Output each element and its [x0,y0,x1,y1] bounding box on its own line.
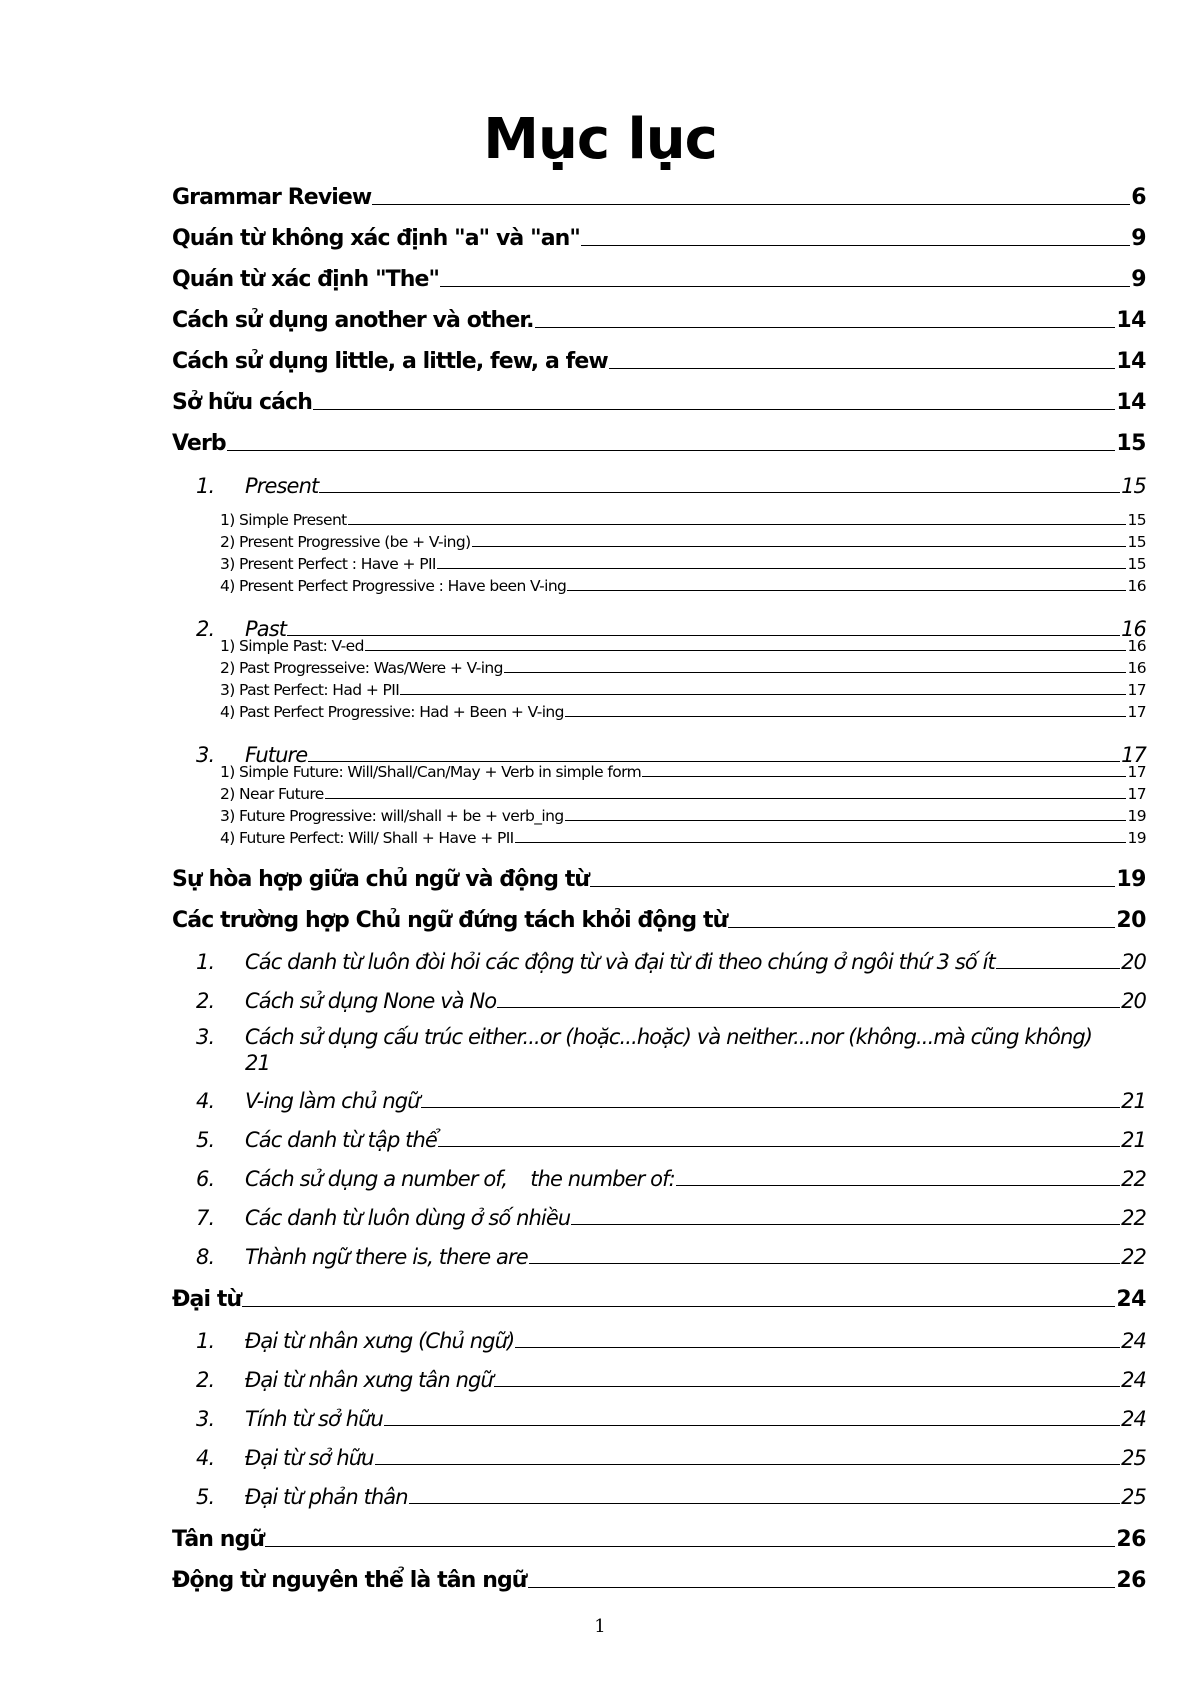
toc-leader-line [567,590,1126,591]
toc-entry-label [196,1245,528,1269]
toc-entry-label [196,1206,570,1230]
toc-entry-index: 3. [196,1025,215,1049]
toc-entry-label: 2) Near Future [220,785,324,803]
toc-entry-text: Cách sử dụng a number of, the number of: [245,1167,675,1191]
toc-subentry-wrapped[interactable] [196,1024,1146,1076]
toc-page-number: 17 [1127,681,1146,699]
toc-leader-line [609,368,1116,369]
toc-page-number: 14 [1116,390,1146,415]
toc-entry-index: 4. [196,1089,215,1113]
toc-entry-index: 1. [196,950,215,974]
toc-subsubentry[interactable] [220,760,1146,781]
toc-subentry[interactable] [196,1321,1146,1353]
toc-entry-label: 1) Simple Past: V-ed [220,637,364,655]
toc-entry[interactable] [172,422,1146,456]
toc-subentry[interactable] [196,1438,1146,1470]
toc-leader-line [409,1503,1120,1504]
toc-leader-line [565,716,1127,717]
toc-page-number: 24 [1121,1368,1146,1392]
toc-entry-label [196,1128,437,1152]
toc-leader-line [590,886,1115,887]
toc-page-number: 19 [1127,829,1146,847]
toc-entry-index: 3. [196,743,215,767]
toc-page-number: 22 [1121,1167,1146,1191]
toc-page-number: 20 [1121,950,1146,974]
toc-page-number: 24 [1116,1287,1146,1312]
toc-title: Mục lục [483,107,717,172]
toc-entry-label: 1) Simple Present [220,511,347,529]
toc-entry-label: Sở hữu cách [172,390,312,415]
toc-entry-label: Động từ nguyên thể là tân ngữ [172,1568,527,1593]
toc-leader-line [325,798,1127,799]
toc-subentry[interactable] [196,466,1146,498]
toc-subsubentry[interactable] [220,634,1146,655]
toc-entry-label [196,1329,514,1353]
toc-page-number: 6 [1131,185,1146,210]
toc-entry-text: Future [245,743,308,767]
toc-entry-text: Đại từ phản thân [245,1485,408,1509]
toc-entry-label: Verb [172,431,226,456]
toc-subentry[interactable] [196,1477,1146,1509]
toc-leader-line [504,672,1127,673]
toc-leader-line [440,286,1130,287]
toc-entry-index: 6. [196,1167,215,1191]
toc-entry-text: Các danh từ tập thể [245,1128,437,1152]
toc-page-number: 19 [1116,867,1146,892]
toc-entry-index: 8. [196,1245,215,1269]
toc-entry-text: Thành ngữ there is, there are [245,1245,528,1269]
toc-page-number: 15 [1127,511,1146,529]
toc-entry[interactable] [172,217,1146,251]
toc-entry-label [196,1485,408,1509]
toc-leader-line [384,1425,1120,1426]
toc-page-number: 19 [1127,807,1146,825]
toc-entry-label: Tân ngữ [172,1527,265,1552]
toc-leader-line [528,1587,1116,1588]
toc-entry-text: Đại từ nhân xưng (Chủ ngữ) [245,1329,515,1353]
toc-subsubentry[interactable] [220,530,1146,551]
toc-entry[interactable] [172,381,1146,415]
toc-entry-label: Grammar Review [172,185,372,210]
toc-page-number: 24 [1121,1329,1146,1353]
toc-page-number: 16 [1127,637,1146,655]
toc-subsubentry[interactable] [220,804,1146,825]
toc-entry-text: Các danh từ luôn đòi hỏi các động từ và đại từ đi theo chúng ở ngôi thứ 3 số ít [245,950,995,974]
toc-page-number: 22 [1121,1206,1146,1230]
toc-page-number: 17 [1121,743,1146,767]
toc-subsubentry[interactable] [220,508,1146,529]
toc-entry-label: Cách sử dụng another và other. [172,308,534,333]
toc-entry-label: 3) Past Perfect: Had + PII [220,681,400,699]
toc-page-number: 9 [1131,267,1146,292]
toc-entry-index: 7. [196,1206,215,1230]
toc-entry[interactable] [172,1518,1146,1552]
toc-entry[interactable] [172,899,1146,933]
toc-leader-line [437,568,1127,569]
toc-subsubentry[interactable] [220,700,1146,721]
toc-entry-label: Sự hòa hợp giữa chủ ngữ và động từ [172,867,590,892]
toc-page-number: 26 [1116,1527,1146,1552]
toc-subsubentry[interactable] [220,656,1146,677]
toc-entry-text: V-ing làm chủ ngữ [245,1089,420,1113]
toc-subentry[interactable] [196,1198,1146,1230]
toc-subentry[interactable] [196,1081,1146,1113]
toc-leader-line [565,820,1127,821]
toc-page-number: 22 [1121,1245,1146,1269]
toc-page-number: 15 [1116,431,1146,456]
toc-leader-line [535,327,1116,328]
toc-leader-line [515,842,1127,843]
toc-page-number: 17 [1127,763,1146,781]
toc-subentry[interactable] [196,942,1146,974]
toc-page-number: 21 [245,1051,270,1075]
toc-page-number: 14 [1116,349,1146,374]
toc-entry-text: Các danh từ luôn dùng ở số nhiều [245,1206,571,1230]
toc-leader-line [313,409,1115,410]
toc-subentry[interactable] [196,1237,1146,1269]
toc-entry-label: Quán từ không xác định "a" và "an" [172,226,580,251]
toc-entry-label: 4) Past Perfect Progressive: Had + Been + V-ing [220,703,564,721]
toc-leader-line [319,492,1120,493]
toc-subentry[interactable] [196,1360,1146,1392]
toc-leader-line [571,1224,1120,1225]
toc-entry-label: 3) Future Progressive: will/shall + be + verb_ing [220,807,564,825]
toc-leader-line [242,1306,1115,1307]
toc-entry-label: Cách sử dụng little, a little, few, a few [172,349,608,374]
toc-page-number: 17 [1127,703,1146,721]
toc-page-number: 26 [1116,1568,1146,1593]
toc-leader-line [421,1107,1120,1108]
toc-page-number: 14 [1116,308,1146,333]
toc-page-number: 15 [1127,555,1146,573]
toc-subentry[interactable] [196,1159,1146,1191]
toc-entry-index: 2. [196,617,215,641]
toc-entry-index: 5. [196,1485,215,1509]
toc-entry-label [196,474,318,498]
toc-page-number: 9 [1131,226,1146,251]
toc-page-number: 17 [1127,785,1146,803]
page-number-footer: 1 [594,1616,606,1637]
toc-leader-line [642,776,1126,777]
toc-leader-line [529,1263,1120,1264]
toc-entry-label: 4) Present Perfect Progressive : Have been V-ing [220,577,567,595]
toc-entry-index: 1. [196,474,215,498]
toc-entry-index: 2. [196,989,215,1013]
toc-subsubentry[interactable] [220,552,1146,573]
toc-entry[interactable] [172,858,1146,892]
toc-entry-text: Tính từ sở hữu [245,1407,383,1431]
toc-entry-label [245,1024,1135,1076]
toc-page-number: 16 [1121,617,1146,641]
toc-page-number: 21 [1121,1128,1146,1152]
toc-page-number: 16 [1127,659,1146,677]
toc-page-number: 20 [1121,989,1146,1013]
toc-entry-label [196,1407,383,1431]
toc-entry-label [196,1368,493,1392]
toc-page-number: 15 [1127,533,1146,551]
toc-entry-text: Đại từ nhân xưng tân ngữ [245,1368,493,1392]
toc-leader-line [375,1464,1121,1465]
toc-subsubentry[interactable] [220,574,1146,595]
toc-leader-line [497,1007,1120,1008]
toc-leader-line [348,524,1127,525]
toc-subsubentry[interactable] [220,826,1146,847]
toc-subentry[interactable] [196,1120,1146,1152]
toc-leader-line [438,1146,1120,1147]
toc-page-number: 25 [1121,1485,1146,1509]
toc-entry-index: 2. [196,1368,215,1392]
toc-entry-text: Cách sử dụng cấu trúc either...or (hoặc...hoặc) và neither...nor (không...mà cũng không) [245,1025,1093,1049]
toc-leader-line [265,1546,1115,1547]
toc-leader-line [227,450,1116,451]
toc-leader-line [472,546,1127,547]
toc-entry-label [196,989,496,1013]
toc-page-number: 15 [1121,474,1146,498]
toc-entry-label [196,1446,374,1470]
toc-entry[interactable] [172,258,1146,292]
toc-entry-label [196,950,995,974]
toc-entry-index: 4. [196,1446,215,1470]
toc-subsubentry[interactable] [220,782,1146,803]
toc-leader-line [372,204,1130,205]
toc-subentry[interactable] [196,981,1146,1013]
toc-entry[interactable] [172,176,1146,210]
toc-entry-label: 2) Present Progressive (be + V-ing) [220,533,471,551]
toc-leader-line [494,1386,1120,1387]
toc-page-number: 16 [1127,577,1146,595]
toc-leader-line [581,245,1130,246]
toc-entry[interactable] [172,1559,1146,1593]
toc-page-number: 24 [1121,1407,1146,1431]
toc-leader-line [400,694,1126,695]
toc-page-number: 21 [1121,1089,1146,1113]
toc-entry-label: 2) Past Progresseive: Was/Were + V-ing [220,659,503,677]
toc-entry-index: 3. [196,1407,215,1431]
toc-entry-label: 1) Simple Future: Will/Shall/Can/May + Verb in simple form [220,763,642,781]
toc-leader-line [515,1347,1120,1348]
toc-entry-label: Đại từ [172,1287,242,1312]
toc-entry[interactable] [172,1278,1146,1312]
toc-leader-line [996,968,1120,969]
toc-subentry[interactable] [196,1399,1146,1431]
toc-entry-text: Present [245,474,319,498]
toc-subsubentry[interactable] [220,678,1146,699]
toc-entry-label [196,1167,675,1191]
toc-entry-text: Cách sử dụng None và No [245,989,497,1013]
toc-entry-label: 4) Future Perfect: Will/ Shall + Have + PII [220,829,514,847]
toc-entry-label: 3) Present Perfect : Have + PII [220,555,436,573]
toc-entry-index: 1. [196,1329,215,1353]
toc-entry-label: Các trường hợp Chủ ngữ đứng tách khỏi động từ [172,908,728,933]
toc-entry-label [196,1089,420,1113]
toc-entry-text: Past [245,617,287,641]
toc-entry-index: 5. [196,1128,215,1152]
toc-page-number: 20 [1116,908,1146,933]
toc-leader-line [676,1185,1120,1186]
toc-page-number: 25 [1121,1446,1146,1470]
toc-entry[interactable] [172,299,1146,333]
toc-entry-text: Đại từ sở hữu [245,1446,374,1470]
toc-leader-line [728,927,1115,928]
toc-leader-line [365,650,1127,651]
toc-entry[interactable] [172,340,1146,374]
toc-entry-label: Quán từ xác định "The" [172,267,440,292]
